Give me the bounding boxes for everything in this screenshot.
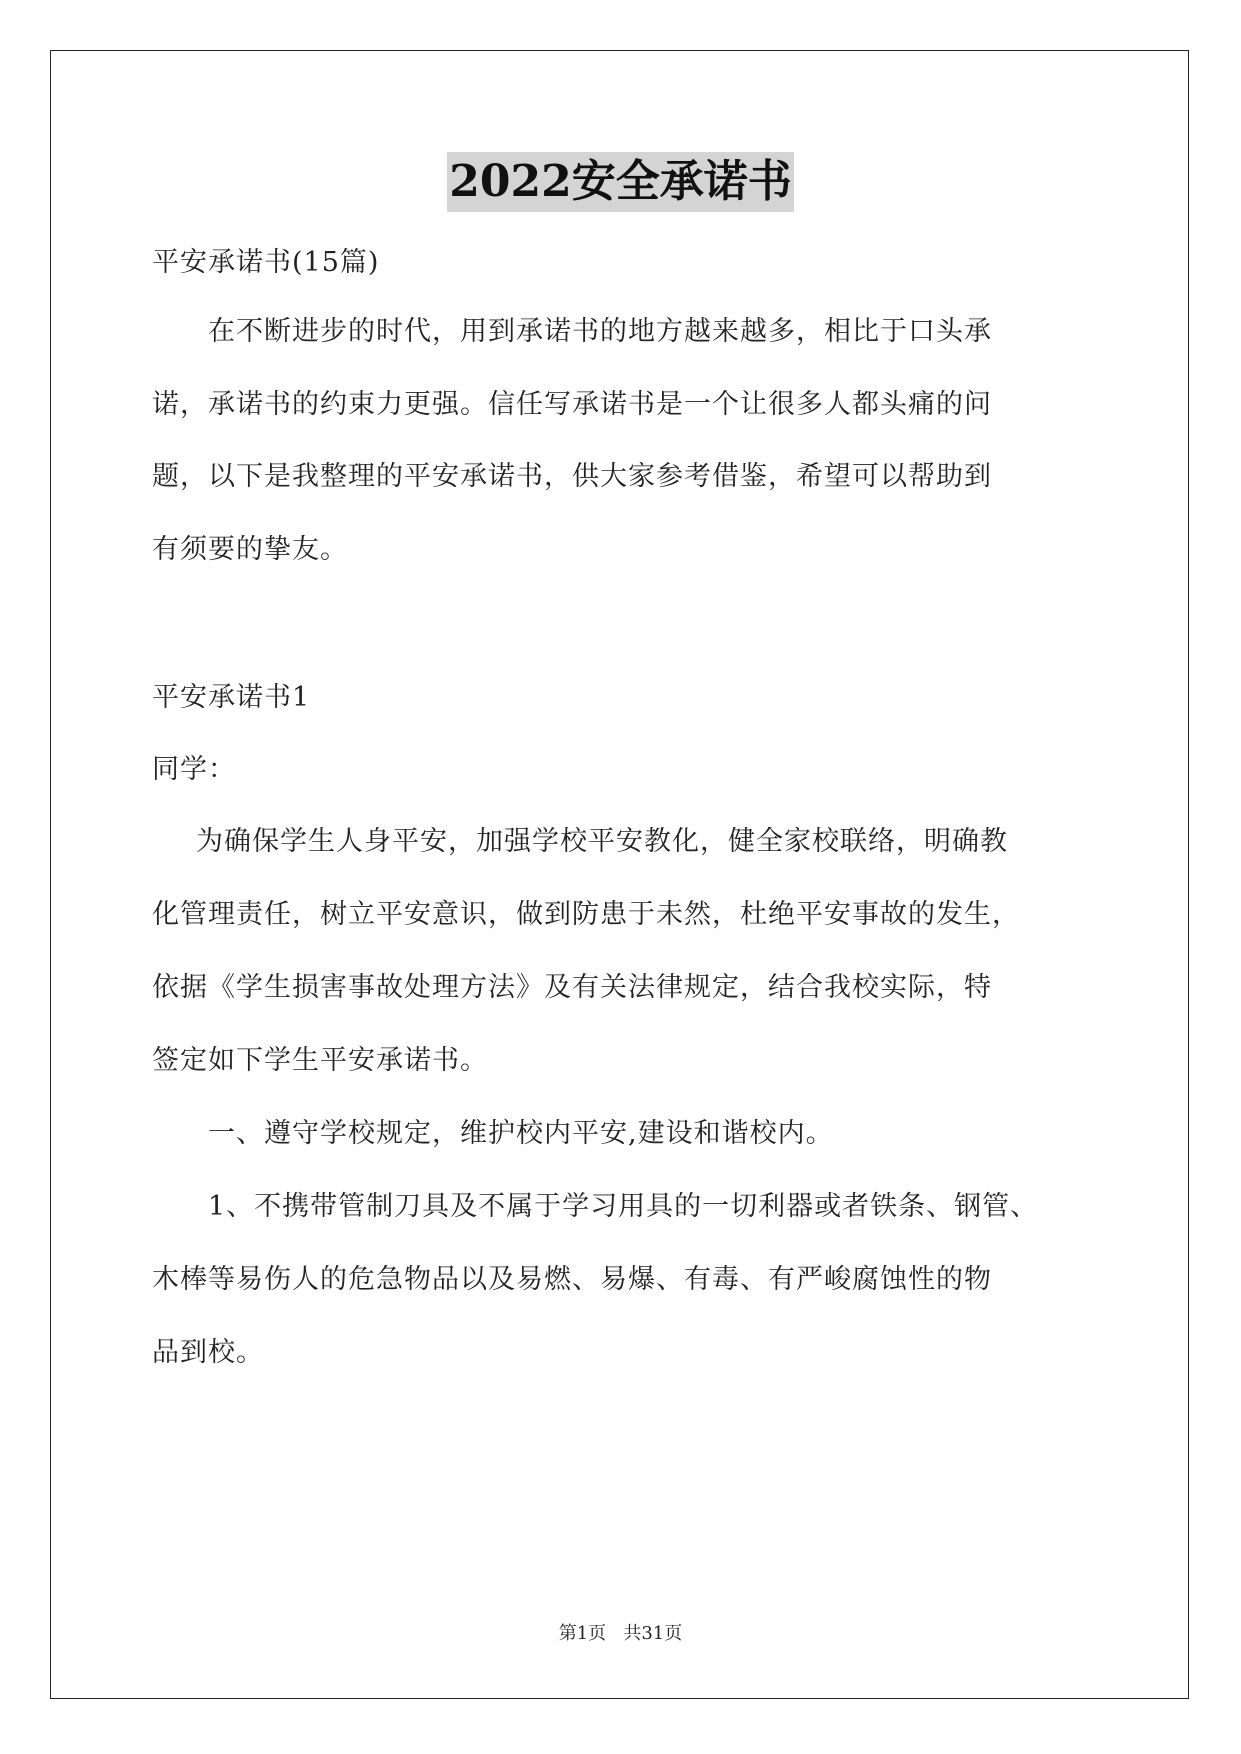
paragraph-line: 为确保学生人身平安，加强学校平安教化，健全家校联络，明确教 <box>196 826 1008 857</box>
paragraph-line: 化管理责任，树立平安意识，做到防患于未然，杜绝平安事故的发生， <box>152 899 1020 930</box>
paragraph-line: 1、不携带管制刀具及不属于学习用具的一切利器或者铁条、钢管、 <box>208 1191 1039 1222</box>
page-border <box>50 50 1189 1699</box>
section-heading: 平安承诺书1 <box>152 682 311 713</box>
page-footer <box>0 1622 1241 1646</box>
paragraph-line: 签定如下学生平安承诺书。 <box>152 1045 488 1076</box>
page-number: 第1页 <box>558 1623 607 1644</box>
paragraph-line: 品到校。 <box>152 1337 264 1368</box>
subtitle-line: 平安承诺书(15篇) <box>152 247 380 278</box>
paragraph-line: 依据《学生损害事故处理方法》及有关法律规定，结合我校实际，特 <box>152 972 992 1003</box>
page-total: 共31页 <box>623 1623 683 1644</box>
footer-gap <box>606 1623 623 1644</box>
paragraph-line: 有须要的挚友。 <box>152 534 348 565</box>
paragraph-line: 题，以下是我整理的平安承诺书，供大家参考借鉴，希望可以帮助到 <box>152 461 992 492</box>
paragraph-line: 诺，承诺书的约束力更强。信任写承诺书是一个让很多人都头痛的问 <box>152 389 992 420</box>
salutation: 同学： <box>152 754 236 785</box>
paragraph-line: 木棒等易伤人的危急物品以及易燃、易爆、有毒、有严峻腐蚀性的物 <box>152 1264 992 1295</box>
document-title: 2022安全承诺书 <box>447 152 793 212</box>
title-wrap <box>0 152 1241 212</box>
paragraph-line: 在不断进步的时代，用到承诺书的地方越来越多，相比于口头承 <box>208 316 992 347</box>
paragraph-line: 一、遵守学校规定，维护校内平安,建设和谐校内。 <box>208 1118 834 1149</box>
